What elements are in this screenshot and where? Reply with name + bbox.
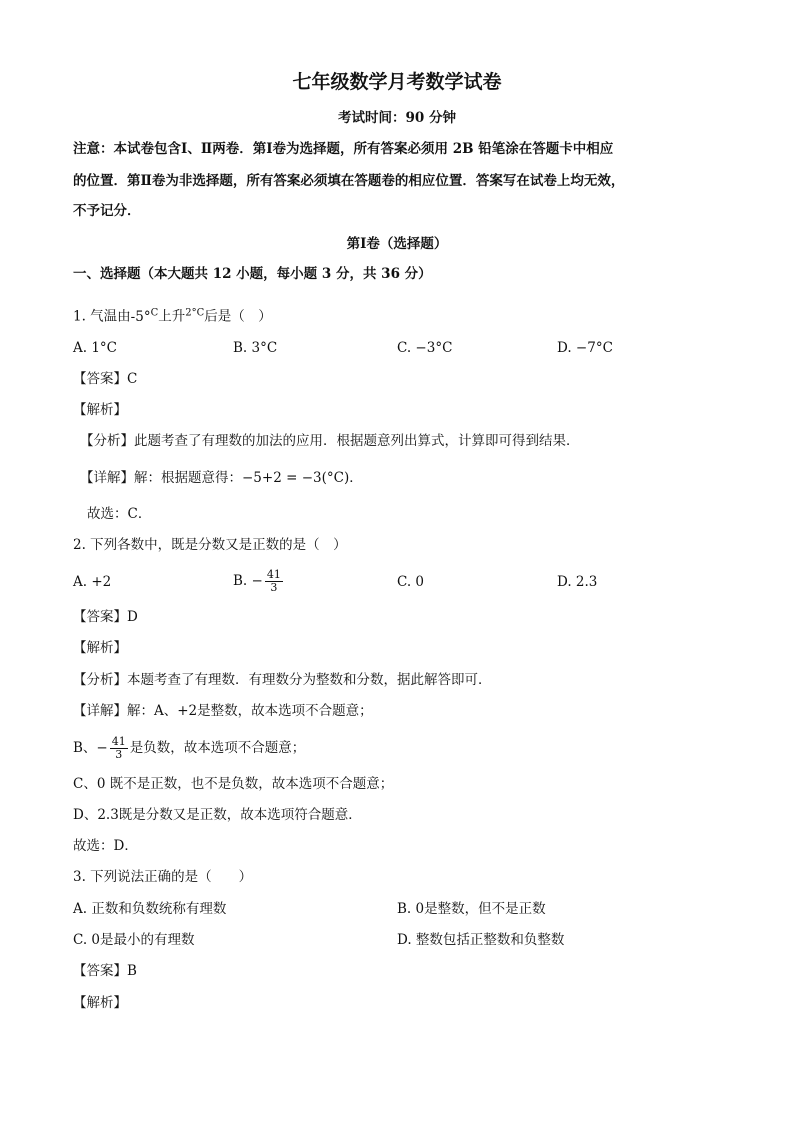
notice-line-1: 注意：本试卷包含Ⅰ、Ⅱ两卷．第Ⅰ卷为选择题，所有答案必须用 2B 铅笔涂在答题卡中相应 bbox=[73, 141, 614, 157]
q2-option-d: D. 2.3 bbox=[557, 574, 598, 590]
q1-answer: 【答案】C bbox=[73, 371, 138, 387]
q2-detail-c: C、0 既不是正数，也不是负数，故本选项不合题意； bbox=[73, 776, 394, 792]
notice-line-2: 的位置．第Ⅱ卷为非选择题，所有答案必须填在答题卷的相应位置．答案写在试卷上均无效， bbox=[73, 173, 625, 189]
q1-analysis-label: 【解析】 bbox=[73, 402, 127, 418]
q2-option-c: C. 0 bbox=[397, 574, 425, 590]
part-heading: 第Ⅰ卷（选择题） bbox=[346, 236, 448, 252]
q1-option-b: B. 3°C bbox=[233, 340, 278, 356]
q2-detail-a: 【详解】解：A、+2是整数，故本选项不合题意； bbox=[73, 703, 373, 719]
q1-stem-part-b: 上升 bbox=[158, 308, 186, 325]
q2-detail-b bbox=[73, 730, 305, 766]
q1-detail: 【详解】解：根据题意得：−5+2 = −3(°C)． bbox=[80, 470, 363, 486]
q1-option-a: A. 1°C bbox=[73, 340, 118, 356]
question-2-stem: 2. 下列各数中，既是分数又是正数的是（ ） bbox=[73, 537, 347, 553]
q2-option-b bbox=[233, 563, 285, 599]
q2-detail-b-prefix: B、− bbox=[73, 740, 108, 756]
q1-stem-part-c: 后是（ ） bbox=[204, 308, 272, 325]
q3-option-a: A. 正数和负数统称有理数 bbox=[73, 901, 227, 917]
q1-analysis: 【分析】此题考查了有理数的加法的应用．根据题意列出算式，计算即可得到结果． bbox=[80, 433, 580, 449]
q3-answer: 【答案】B bbox=[73, 963, 137, 979]
q2-detail-b-suffix: 是负数，故本选项不合题意； bbox=[129, 740, 306, 756]
q1-option-d: D. −7°C bbox=[557, 340, 613, 356]
q1-temp-2-unit: C bbox=[196, 307, 205, 318]
q1-temp-1-base: -5° bbox=[130, 308, 151, 325]
q2-answer: 【答案】D bbox=[73, 609, 138, 625]
page-title: 七年级数学月考数学试卷 bbox=[292, 71, 502, 93]
q3-option-c: C. 0是最小的有理数 bbox=[73, 932, 195, 948]
q1-option-c: C. −3°C bbox=[397, 340, 453, 356]
q1-choice: 故选：C． bbox=[87, 506, 152, 522]
q1-temp-1 bbox=[131, 309, 159, 325]
q2-choice: 故选：D． bbox=[73, 838, 138, 854]
question-3-stem: 3. 下列说法正确的是（ ） bbox=[73, 869, 253, 885]
q3-option-d: D. 整数包括正整数和负整数 bbox=[397, 932, 565, 948]
q2-detail-b-fraction bbox=[110, 736, 128, 761]
section-heading: 一、选择题（本大题共 12 小题，每小题 3 分，共 36 分） bbox=[73, 266, 432, 282]
q2-analysis: 【分析】本题考查了有理数．有理数分为整数和分数，据此解答即可． bbox=[73, 672, 492, 688]
q1-temp-1-unit: C bbox=[150, 307, 159, 318]
q2-option-a: A. +2 bbox=[73, 574, 112, 590]
q2-option-b-prefix: B. − bbox=[233, 573, 263, 589]
fraction-numerator: 41 bbox=[266, 568, 281, 581]
q1-temp-2-base: 2° bbox=[185, 307, 197, 318]
q2-analysis-label: 【解析】 bbox=[73, 640, 127, 656]
exam-time: 考试时间：90 分钟 bbox=[338, 110, 456, 126]
q2-detail-d: D、2.3既是分数又是正数，故本选项符合题意． bbox=[73, 807, 362, 823]
fraction-denominator: 3 bbox=[115, 748, 123, 761]
fraction-numerator: 41 bbox=[111, 735, 126, 748]
q1-temp-2 bbox=[185, 309, 204, 325]
notice-line-3: 不予记分． bbox=[73, 203, 141, 219]
fraction-denominator: 3 bbox=[270, 581, 278, 594]
q2-option-b-fraction bbox=[265, 569, 283, 594]
q1-stem-part-a: 1. 气温由 bbox=[73, 308, 131, 325]
q3-analysis-label: 【解析】 bbox=[73, 995, 127, 1011]
question-1-stem bbox=[73, 303, 272, 327]
q3-option-b: B. 0是整数，但不是正数 bbox=[397, 901, 546, 917]
